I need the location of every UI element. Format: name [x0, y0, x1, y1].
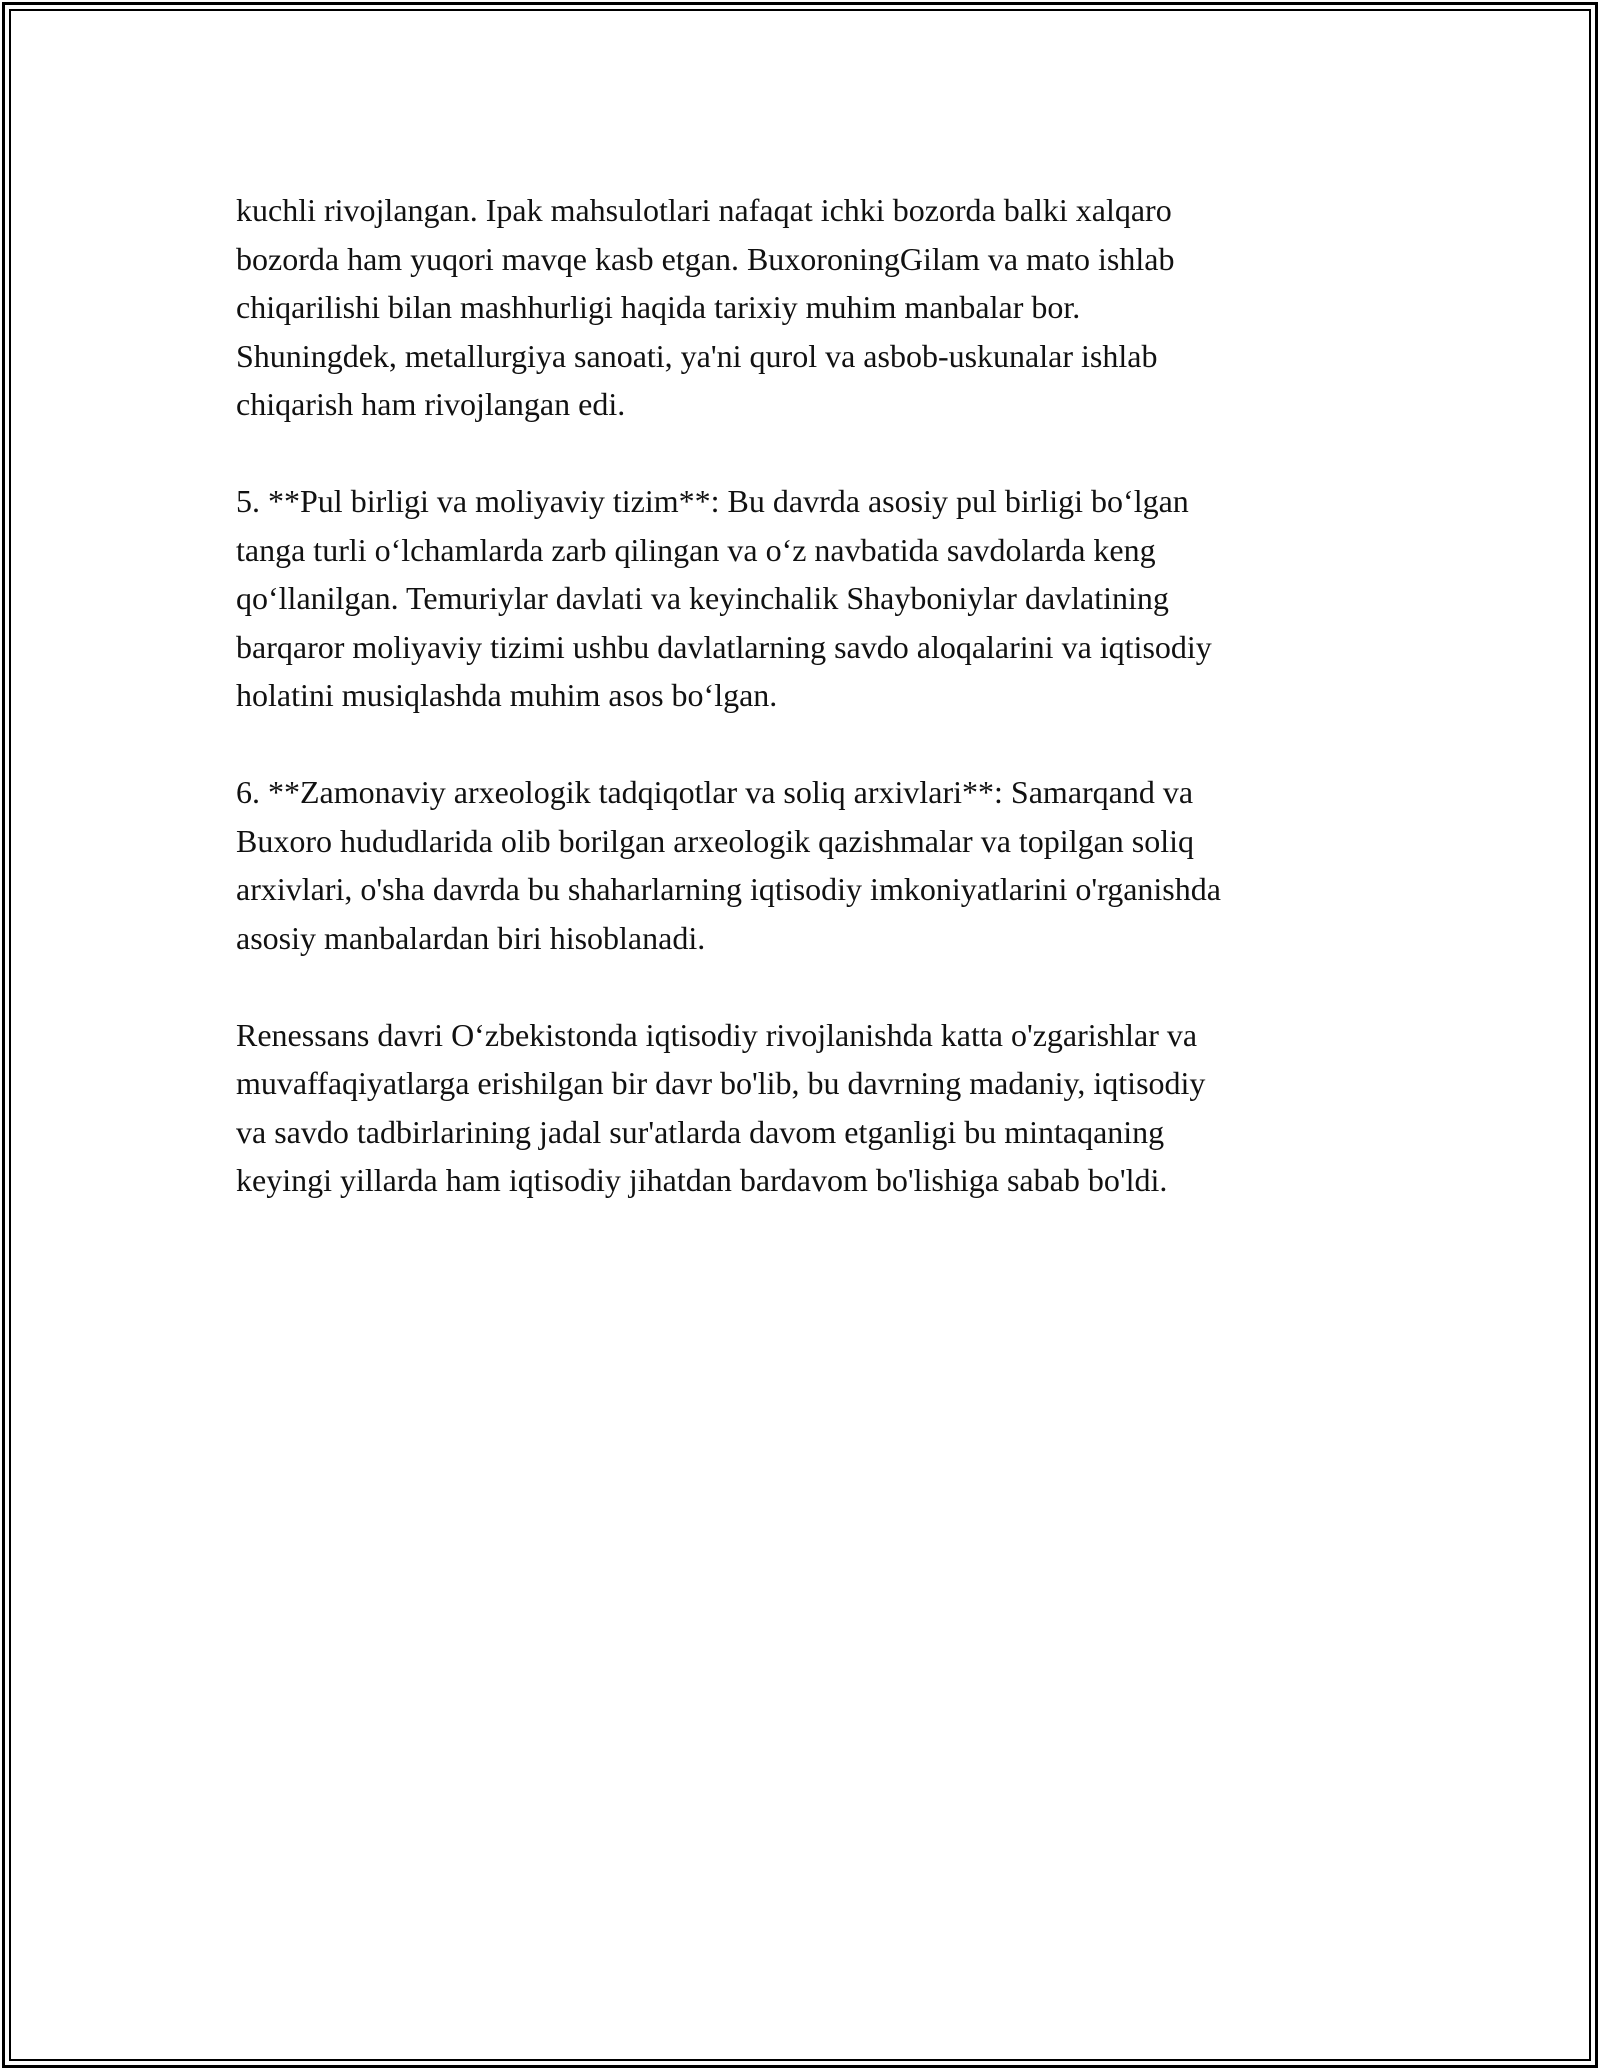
document-body — [236, 186, 1396, 1253]
paragraph-archaeology-tax-archives: 6. **Zamonaviy arxeologik tadqiqotlar va soliq arxivlari**: Samarqand va Buxoro hududlarida olib borilgan arxeologik qazishmalar va topilgan soliq arxivlari, o'sha davrda bu shaharlarning iqtisodiy imkoniyatlarini o'rganishda asosiy manbalardan biri hisoblanadi. — [236, 774, 1221, 956]
paragraph-currency-finance: 5. **Pul birligi va moliyaviy tizim**: Bu davrda asosiy pul birligi bo‘lgan tanga turli o‘lchamlarda zarb qilingan va o‘z navbatida savdolarda keng qo‘llanilgan. Temuriylar davlati va keyinchalik Shayboniylar davlatining barqaror moliyaviy tizimi ushbu davlatlarning savdo aloqalarini va iqtisodiy holatini musiqlashda muhim asos bo‘lgan. — [236, 483, 1212, 713]
paragraph-conclusion: Renessans davri O‘zbekistonda iqtisodiy rivojlanishda katta o'zgarishlar va muvaffaqiyatlarga erishilgan bir davr bo'lib, bu davrning madaniy, iqtisodiy va savdo tadbirlarining jadal sur'atlarda davom etganligi bu mintaqaning keyingi yillarda ham iqtisodiy jihatdan bardavom bo'lishiga sabab bo'ldi. — [236, 1016, 1206, 1198]
paragraph-textile-industry: kuchli rivojlangan. Ipak mahsulotlari nafaqat ichki bozorda balki xalqaro bozorda ham yuqori mavqe kasb etgan. BuxoroningGilam va mato ishlab chiqarilishi bilan mashhurligi haqida tarixiy muhim manbalar bor. Shuningdek, metallurgiya sanoati, ya'ni qurol va asbob-uskunalar ishlab chiqarish ham rivojlangan edi. — [236, 192, 1175, 422]
